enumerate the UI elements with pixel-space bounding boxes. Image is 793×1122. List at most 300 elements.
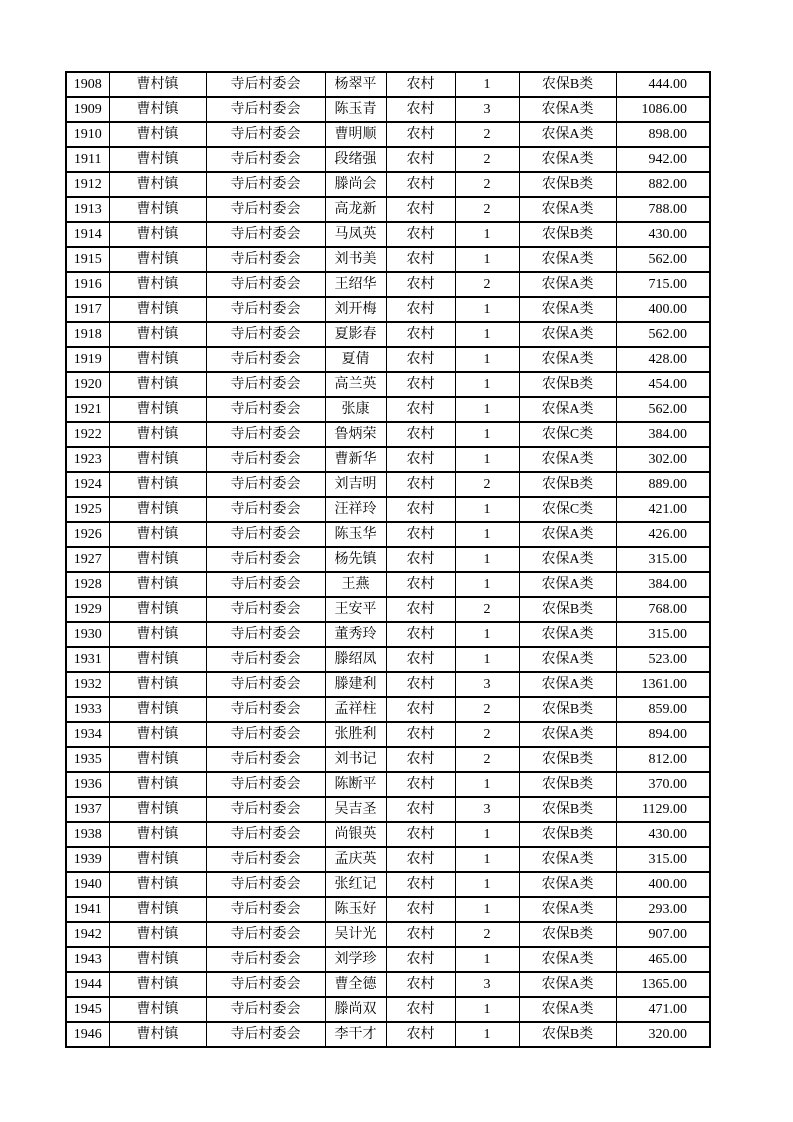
household-category-cell: 农村	[386, 797, 455, 822]
person-name-cell: 夏倩	[325, 347, 386, 372]
serial-number-cell: 1919	[66, 347, 109, 372]
amount-cell: 430.00	[616, 222, 710, 247]
person-count-cell: 1	[455, 497, 519, 522]
person-count-cell: 1	[455, 222, 519, 247]
serial-number-cell: 1937	[66, 797, 109, 822]
insurance-type-cell: 农保B类	[519, 372, 616, 397]
town-cell: 曹村镇	[109, 722, 206, 747]
household-category-cell: 农村	[386, 697, 455, 722]
person-name-cell: 曹新华	[325, 447, 386, 472]
town-cell: 曹村镇	[109, 772, 206, 797]
table-row	[66, 397, 710, 422]
person-name-cell: 曹全德	[325, 972, 386, 997]
town-cell: 曹村镇	[109, 272, 206, 297]
amount-cell: 942.00	[616, 147, 710, 172]
village-committee-cell: 寺后村委会	[206, 297, 325, 322]
serial-number-cell: 1933	[66, 697, 109, 722]
person-count-cell: 1	[455, 622, 519, 647]
amount-cell: 715.00	[616, 272, 710, 297]
table-row	[66, 247, 710, 272]
table-body	[66, 72, 710, 1047]
amount-cell: 315.00	[616, 622, 710, 647]
insurance-type-cell: 农保C类	[519, 422, 616, 447]
amount-cell: 370.00	[616, 772, 710, 797]
table-row	[66, 72, 710, 97]
serial-number-cell: 1924	[66, 472, 109, 497]
town-cell: 曹村镇	[109, 247, 206, 272]
person-count-cell: 1	[455, 997, 519, 1022]
person-name-cell: 董秀玲	[325, 622, 386, 647]
insurance-type-cell: 农保B类	[519, 922, 616, 947]
person-count-cell: 2	[455, 922, 519, 947]
insurance-type-cell: 农保A类	[519, 97, 616, 122]
town-cell: 曹村镇	[109, 922, 206, 947]
village-committee-cell: 寺后村委会	[206, 397, 325, 422]
town-cell: 曹村镇	[109, 897, 206, 922]
village-committee-cell: 寺后村委会	[206, 572, 325, 597]
insurance-type-cell: 农保B类	[519, 597, 616, 622]
serial-number-cell: 1931	[66, 647, 109, 672]
village-committee-cell: 寺后村委会	[206, 847, 325, 872]
town-cell: 曹村镇	[109, 972, 206, 997]
table-row	[66, 847, 710, 872]
household-category-cell: 农村	[386, 372, 455, 397]
household-category-cell: 农村	[386, 972, 455, 997]
village-committee-cell: 寺后村委会	[206, 797, 325, 822]
person-name-cell: 杨先镇	[325, 547, 386, 572]
table-row	[66, 747, 710, 772]
amount-cell: 562.00	[616, 397, 710, 422]
serial-number-cell: 1926	[66, 522, 109, 547]
town-cell: 曹村镇	[109, 122, 206, 147]
household-category-cell: 农村	[386, 397, 455, 422]
town-cell: 曹村镇	[109, 347, 206, 372]
person-count-cell: 1	[455, 372, 519, 397]
town-cell: 曹村镇	[109, 672, 206, 697]
table-row	[66, 197, 710, 222]
insurance-type-cell: 农保A类	[519, 647, 616, 672]
insurance-type-cell: 农保B类	[519, 697, 616, 722]
insurance-type-cell: 农保B类	[519, 1022, 616, 1047]
insurance-type-cell: 农保A类	[519, 397, 616, 422]
household-category-cell: 农村	[386, 547, 455, 572]
village-committee-cell: 寺后村委会	[206, 372, 325, 397]
amount-cell: 302.00	[616, 447, 710, 472]
table-row	[66, 622, 710, 647]
person-count-cell: 1	[455, 297, 519, 322]
amount-cell: 898.00	[616, 122, 710, 147]
insurance-type-cell: 农保C类	[519, 497, 616, 522]
amount-cell: 384.00	[616, 572, 710, 597]
person-count-cell: 1	[455, 572, 519, 597]
household-category-cell: 农村	[386, 522, 455, 547]
person-count-cell: 1	[455, 822, 519, 847]
person-count-cell: 1	[455, 847, 519, 872]
insurance-type-cell: 农保B类	[519, 747, 616, 772]
village-committee-cell: 寺后村委会	[206, 222, 325, 247]
household-category-cell: 农村	[386, 847, 455, 872]
village-committee-cell: 寺后村委会	[206, 322, 325, 347]
person-count-cell: 2	[455, 747, 519, 772]
person-name-cell: 夏影春	[325, 322, 386, 347]
household-category-cell: 农村	[386, 447, 455, 472]
insurance-type-cell: 农保A类	[519, 347, 616, 372]
serial-number-cell: 1923	[66, 447, 109, 472]
village-committee-cell: 寺后村委会	[206, 272, 325, 297]
table-row	[66, 772, 710, 797]
amount-cell: 444.00	[616, 72, 710, 97]
amount-cell: 894.00	[616, 722, 710, 747]
person-name-cell: 鲁炳荣	[325, 422, 386, 447]
village-committee-cell: 寺后村委会	[206, 997, 325, 1022]
serial-number-cell: 1914	[66, 222, 109, 247]
town-cell: 曹村镇	[109, 397, 206, 422]
town-cell: 曹村镇	[109, 597, 206, 622]
person-name-cell: 段绪强	[325, 147, 386, 172]
serial-number-cell: 1934	[66, 722, 109, 747]
table-row	[66, 347, 710, 372]
household-category-cell: 农村	[386, 672, 455, 697]
town-cell: 曹村镇	[109, 822, 206, 847]
amount-cell: 768.00	[616, 597, 710, 622]
amount-cell: 859.00	[616, 697, 710, 722]
serial-number-cell: 1911	[66, 147, 109, 172]
person-name-cell: 张红记	[325, 872, 386, 897]
amount-cell: 1365.00	[616, 972, 710, 997]
person-count-cell: 2	[455, 147, 519, 172]
table-row	[66, 422, 710, 447]
household-category-cell: 农村	[386, 297, 455, 322]
insurance-type-cell: 农保A类	[519, 872, 616, 897]
table-row	[66, 122, 710, 147]
household-category-cell: 农村	[386, 922, 455, 947]
village-committee-cell: 寺后村委会	[206, 872, 325, 897]
insurance-type-cell: 农保A类	[519, 897, 616, 922]
insurance-type-cell: 农保A类	[519, 197, 616, 222]
household-category-cell: 农村	[386, 722, 455, 747]
insurance-type-cell: 农保A类	[519, 622, 616, 647]
table-row	[66, 597, 710, 622]
insurance-type-cell: 农保A类	[519, 572, 616, 597]
serial-number-cell: 1917	[66, 297, 109, 322]
person-name-cell: 刘书记	[325, 747, 386, 772]
insurance-type-cell: 农保A类	[519, 997, 616, 1022]
amount-cell: 788.00	[616, 197, 710, 222]
person-name-cell: 滕尚会	[325, 172, 386, 197]
person-count-cell: 3	[455, 797, 519, 822]
village-committee-cell: 寺后村委会	[206, 597, 325, 622]
village-committee-cell: 寺后村委会	[206, 197, 325, 222]
household-category-cell: 农村	[386, 622, 455, 647]
town-cell: 曹村镇	[109, 147, 206, 172]
amount-cell: 454.00	[616, 372, 710, 397]
table-row	[66, 947, 710, 972]
household-category-cell: 农村	[386, 497, 455, 522]
person-count-cell: 2	[455, 272, 519, 297]
serial-number-cell: 1920	[66, 372, 109, 397]
village-committee-cell: 寺后村委会	[206, 347, 325, 372]
insurance-type-cell: 农保A类	[519, 947, 616, 972]
village-committee-cell: 寺后村委会	[206, 522, 325, 547]
village-committee-cell: 寺后村委会	[206, 147, 325, 172]
table-row	[66, 172, 710, 197]
person-count-cell: 1	[455, 247, 519, 272]
person-count-cell: 1	[455, 347, 519, 372]
household-category-cell: 农村	[386, 872, 455, 897]
household-category-cell: 农村	[386, 822, 455, 847]
person-name-cell: 孟祥柱	[325, 697, 386, 722]
serial-number-cell: 1909	[66, 97, 109, 122]
insurance-type-cell: 农保A类	[519, 672, 616, 697]
serial-number-cell: 1946	[66, 1022, 109, 1047]
amount-cell: 428.00	[616, 347, 710, 372]
amount-cell: 889.00	[616, 472, 710, 497]
person-count-cell: 2	[455, 197, 519, 222]
household-category-cell: 农村	[386, 347, 455, 372]
person-name-cell: 刘吉明	[325, 472, 386, 497]
serial-number-cell: 1915	[66, 247, 109, 272]
town-cell: 曹村镇	[109, 72, 206, 97]
town-cell: 曹村镇	[109, 572, 206, 597]
insurance-payment-table	[65, 71, 711, 1048]
person-name-cell: 王安平	[325, 597, 386, 622]
household-category-cell: 农村	[386, 422, 455, 447]
serial-number-cell: 1916	[66, 272, 109, 297]
person-name-cell: 马凤英	[325, 222, 386, 247]
person-name-cell: 刘书美	[325, 247, 386, 272]
town-cell: 曹村镇	[109, 647, 206, 672]
amount-cell: 320.00	[616, 1022, 710, 1047]
town-cell: 曹村镇	[109, 697, 206, 722]
town-cell: 曹村镇	[109, 222, 206, 247]
person-name-cell: 孟庆英	[325, 847, 386, 872]
village-committee-cell: 寺后村委会	[206, 1022, 325, 1047]
amount-cell: 421.00	[616, 497, 710, 522]
person-name-cell: 刘开梅	[325, 297, 386, 322]
household-category-cell: 农村	[386, 72, 455, 97]
table-row	[66, 372, 710, 397]
person-count-cell: 1	[455, 422, 519, 447]
person-name-cell: 张康	[325, 397, 386, 422]
insurance-type-cell: 农保A类	[519, 272, 616, 297]
person-count-cell: 1	[455, 322, 519, 347]
town-cell: 曹村镇	[109, 947, 206, 972]
person-count-cell: 1	[455, 397, 519, 422]
village-committee-cell: 寺后村委会	[206, 247, 325, 272]
household-category-cell: 农村	[386, 122, 455, 147]
village-committee-cell: 寺后村委会	[206, 772, 325, 797]
town-cell: 曹村镇	[109, 297, 206, 322]
person-name-cell: 刘学珍	[325, 947, 386, 972]
town-cell: 曹村镇	[109, 547, 206, 572]
serial-number-cell: 1913	[66, 197, 109, 222]
amount-cell: 430.00	[616, 822, 710, 847]
village-committee-cell: 寺后村委会	[206, 447, 325, 472]
village-committee-cell: 寺后村委会	[206, 672, 325, 697]
amount-cell: 471.00	[616, 997, 710, 1022]
insurance-type-cell: 农保B类	[519, 772, 616, 797]
village-committee-cell: 寺后村委会	[206, 422, 325, 447]
amount-cell: 882.00	[616, 172, 710, 197]
village-committee-cell: 寺后村委会	[206, 897, 325, 922]
serial-number-cell: 1922	[66, 422, 109, 447]
amount-cell: 562.00	[616, 247, 710, 272]
household-category-cell: 农村	[386, 897, 455, 922]
serial-number-cell: 1944	[66, 972, 109, 997]
person-name-cell: 曹明顺	[325, 122, 386, 147]
serial-number-cell: 1932	[66, 672, 109, 697]
village-committee-cell: 寺后村委会	[206, 722, 325, 747]
household-category-cell: 农村	[386, 472, 455, 497]
amount-cell: 384.00	[616, 422, 710, 447]
insurance-type-cell: 农保B类	[519, 72, 616, 97]
amount-cell: 1086.00	[616, 97, 710, 122]
insurance-type-cell: 农保B类	[519, 222, 616, 247]
amount-cell: 1361.00	[616, 672, 710, 697]
household-category-cell: 农村	[386, 197, 455, 222]
village-committee-cell: 寺后村委会	[206, 647, 325, 672]
amount-cell: 907.00	[616, 922, 710, 947]
insurance-type-cell: 农保A类	[519, 547, 616, 572]
amount-cell: 315.00	[616, 847, 710, 872]
household-category-cell: 农村	[386, 97, 455, 122]
village-committee-cell: 寺后村委会	[206, 622, 325, 647]
serial-number-cell: 1945	[66, 997, 109, 1022]
person-count-cell: 1	[455, 522, 519, 547]
town-cell: 曹村镇	[109, 847, 206, 872]
serial-number-cell: 1928	[66, 572, 109, 597]
person-name-cell: 陈玉青	[325, 97, 386, 122]
village-committee-cell: 寺后村委会	[206, 947, 325, 972]
person-name-cell: 王绍华	[325, 272, 386, 297]
table-row	[66, 272, 710, 297]
town-cell: 曹村镇	[109, 447, 206, 472]
table-row	[66, 797, 710, 822]
table-row	[66, 672, 710, 697]
person-count-cell: 3	[455, 97, 519, 122]
insurance-type-cell: 农保B类	[519, 797, 616, 822]
serial-number-cell: 1910	[66, 122, 109, 147]
town-cell: 曹村镇	[109, 172, 206, 197]
amount-cell: 315.00	[616, 547, 710, 572]
person-count-cell: 2	[455, 597, 519, 622]
table-row	[66, 222, 710, 247]
household-category-cell: 农村	[386, 647, 455, 672]
insurance-type-cell: 农保B类	[519, 472, 616, 497]
serial-number-cell: 1939	[66, 847, 109, 872]
insurance-type-cell: 农保A类	[519, 122, 616, 147]
person-count-cell: 2	[455, 722, 519, 747]
table-row	[66, 997, 710, 1022]
person-name-cell: 滕绍凤	[325, 647, 386, 672]
town-cell: 曹村镇	[109, 497, 206, 522]
household-category-cell: 农村	[386, 222, 455, 247]
person-count-cell: 1	[455, 447, 519, 472]
table-row	[66, 722, 710, 747]
person-name-cell: 尚银英	[325, 822, 386, 847]
table-row	[66, 897, 710, 922]
person-name-cell: 滕建利	[325, 672, 386, 697]
insurance-type-cell: 农保A类	[519, 247, 616, 272]
village-committee-cell: 寺后村委会	[206, 472, 325, 497]
village-committee-cell: 寺后村委会	[206, 97, 325, 122]
person-name-cell: 吴计光	[325, 922, 386, 947]
table-row	[66, 472, 710, 497]
insurance-type-cell: 农保A类	[519, 522, 616, 547]
village-committee-cell: 寺后村委会	[206, 747, 325, 772]
town-cell: 曹村镇	[109, 522, 206, 547]
table-row	[66, 922, 710, 947]
amount-cell: 523.00	[616, 647, 710, 672]
person-name-cell: 陈断平	[325, 772, 386, 797]
town-cell: 曹村镇	[109, 747, 206, 772]
serial-number-cell: 1930	[66, 622, 109, 647]
person-count-cell: 1	[455, 647, 519, 672]
table-row	[66, 522, 710, 547]
village-committee-cell: 寺后村委会	[206, 822, 325, 847]
person-name-cell: 陈玉华	[325, 522, 386, 547]
household-category-cell: 农村	[386, 172, 455, 197]
table-row	[66, 572, 710, 597]
household-category-cell: 农村	[386, 1022, 455, 1047]
table-row	[66, 697, 710, 722]
household-category-cell: 农村	[386, 747, 455, 772]
household-category-cell: 农村	[386, 322, 455, 347]
village-committee-cell: 寺后村委会	[206, 547, 325, 572]
town-cell: 曹村镇	[109, 797, 206, 822]
amount-cell: 400.00	[616, 872, 710, 897]
town-cell: 曹村镇	[109, 197, 206, 222]
town-cell: 曹村镇	[109, 872, 206, 897]
person-name-cell: 李干才	[325, 1022, 386, 1047]
table-row	[66, 322, 710, 347]
person-name-cell: 杨翠平	[325, 72, 386, 97]
person-name-cell: 张胜利	[325, 722, 386, 747]
town-cell: 曹村镇	[109, 422, 206, 447]
household-category-cell: 农村	[386, 597, 455, 622]
person-name-cell: 汪祥玲	[325, 497, 386, 522]
person-count-cell: 2	[455, 697, 519, 722]
household-category-cell: 农村	[386, 997, 455, 1022]
village-committee-cell: 寺后村委会	[206, 497, 325, 522]
person-name-cell: 滕尚双	[325, 997, 386, 1022]
person-name-cell: 高兰英	[325, 372, 386, 397]
serial-number-cell: 1927	[66, 547, 109, 572]
amount-cell: 1129.00	[616, 797, 710, 822]
household-category-cell: 农村	[386, 572, 455, 597]
table-row	[66, 447, 710, 472]
person-name-cell: 陈玉好	[325, 897, 386, 922]
person-count-cell: 1	[455, 1022, 519, 1047]
table-row	[66, 872, 710, 897]
village-committee-cell: 寺后村委会	[206, 922, 325, 947]
household-category-cell: 农村	[386, 272, 455, 297]
person-count-cell: 1	[455, 897, 519, 922]
person-count-cell: 3	[455, 672, 519, 697]
village-committee-cell: 寺后村委会	[206, 172, 325, 197]
insurance-type-cell: 农保A类	[519, 972, 616, 997]
household-category-cell: 农村	[386, 147, 455, 172]
person-count-cell: 1	[455, 772, 519, 797]
serial-number-cell: 1941	[66, 897, 109, 922]
village-committee-cell: 寺后村委会	[206, 122, 325, 147]
amount-cell: 293.00	[616, 897, 710, 922]
serial-number-cell: 1940	[66, 872, 109, 897]
person-count-cell: 1	[455, 947, 519, 972]
serial-number-cell: 1912	[66, 172, 109, 197]
insurance-type-cell: 农保A类	[519, 297, 616, 322]
serial-number-cell: 1925	[66, 497, 109, 522]
